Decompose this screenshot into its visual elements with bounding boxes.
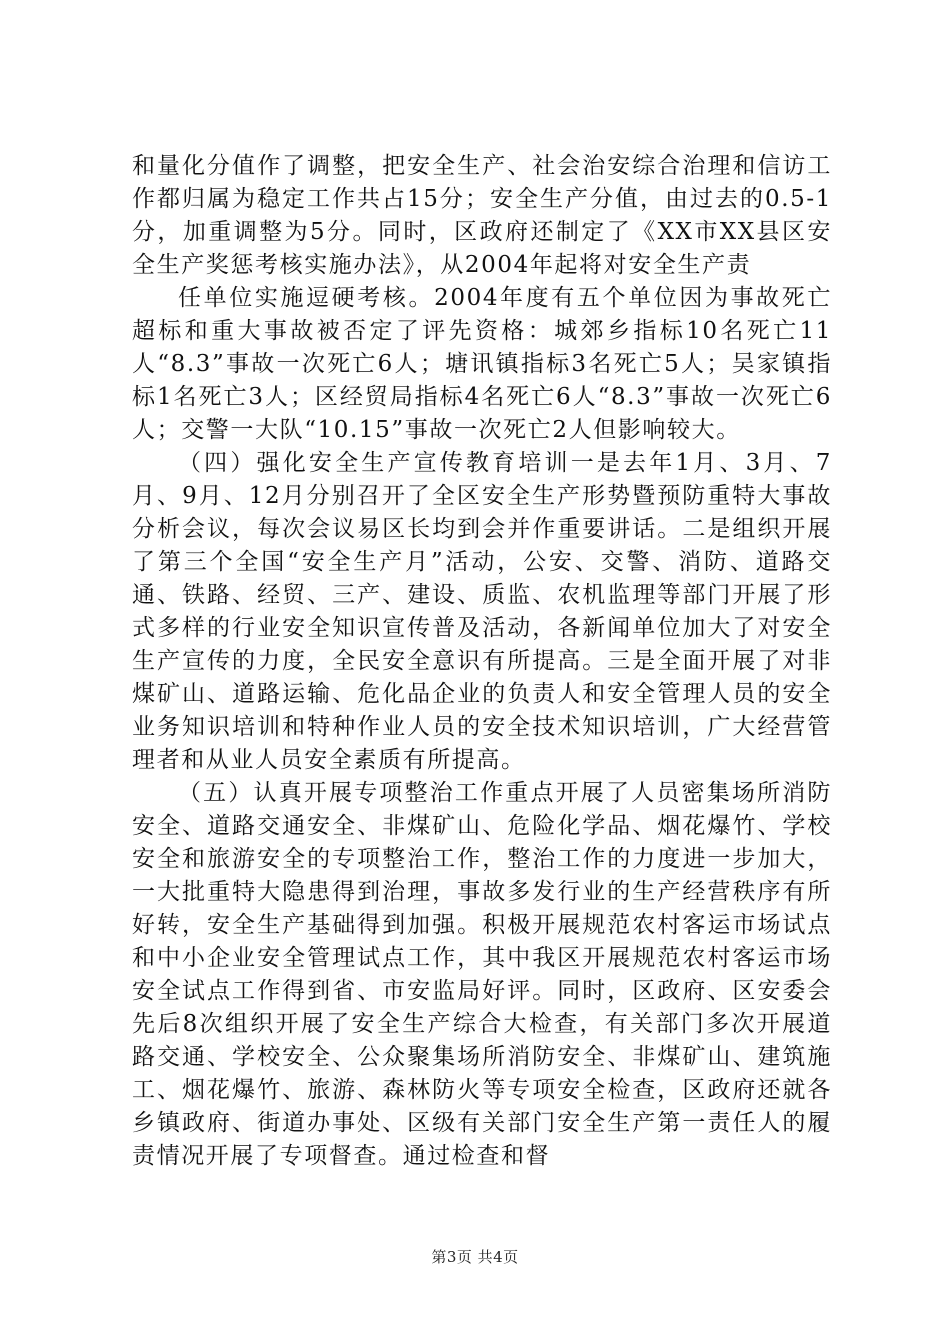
paragraph-assessment: 任单位实施逗硬考核。2004年度有五个单位因为事故死亡超标和重大事故被否定了评先资格：城郊乡指标10名死亡11人“8.3”事故一次死亡6人；塘讯镇指标3名死亡5人；吴家镇指标1名死亡3人；区经贸局指标4名死亡6人“8.3”事故一次死亡6人；交警一大队“10.15”事故一次死亡2人但影响较大。 (132, 285, 832, 443)
paragraph-section-five: （五）认真开展专项整治工作重点开展了人员密集场所消防安全、道路交通安全、非煤矿山、危险化学品、烟花爆竹、学校安全和旅游安全的专项整治工作，整治工作的力度进一步加大，一大批重特大隐患得到治理，事故多发行业的生产经营秩序有所好转，安全生产基础得到加强。积极开展规范农村客运市场试点和中小企业安全管理试点工作，其中我区开展规范农村客运市场安全试点工作得到省、市安监局好评。同时，区政府、区安委会先后8次组织开展了安全生产综合大检查，有关部门多次开展道路交通、学校安全、公众聚集场所消防安全、非煤矿山、建筑施工、烟花爆竹、旅游、森林防火等专项安全检查，区政府还就各乡镇政府、街道办事处、区级有关部门安全生产第一责任人的履责情况开展了专项督查。通过检查和督 (132, 780, 832, 1169)
paragraph-section-four: （四）强化安全生产宣传教育培训一是去年1月、3月、7月、9月、12月分别召开了全区安全生产形势暨预防重特大事故分析会议，每次会议易区长均到会并作重要讲话。二是组织开展了第三个全国“安全生产月”活动，公安、交警、消防、道路交通、铁路、经贸、三产、建设、质监、农机监理等部门开展了形式多样的行业安全知识宣传普及活动，各新闻单位加大了对安全生产宣传的力度，全民安全意识有所提高。三是全面开展了对非煤矿山、道路运输、危化品企业的负责人和安全管理人员的安全业务知识培训和特种作业人员的安全技术知识培训，广大经营管理者和从业人员安全素质有所提高。 (132, 450, 832, 773)
document-body (132, 150, 832, 1173)
page-number-footer: 第3页 共4页 (431, 1248, 519, 1266)
paragraph-continuation: 和量化分值作了调整，把安全生产、社会治安综合治理和信访工作都归属为稳定工作共占15分；安全生产分值，由过去的0.5-1分，加重调整为5分。同时，区政府还制定了《XX市XX县区安全生产奖惩考核实施办法》，从2004年起将对安全生产责 (132, 153, 832, 278)
